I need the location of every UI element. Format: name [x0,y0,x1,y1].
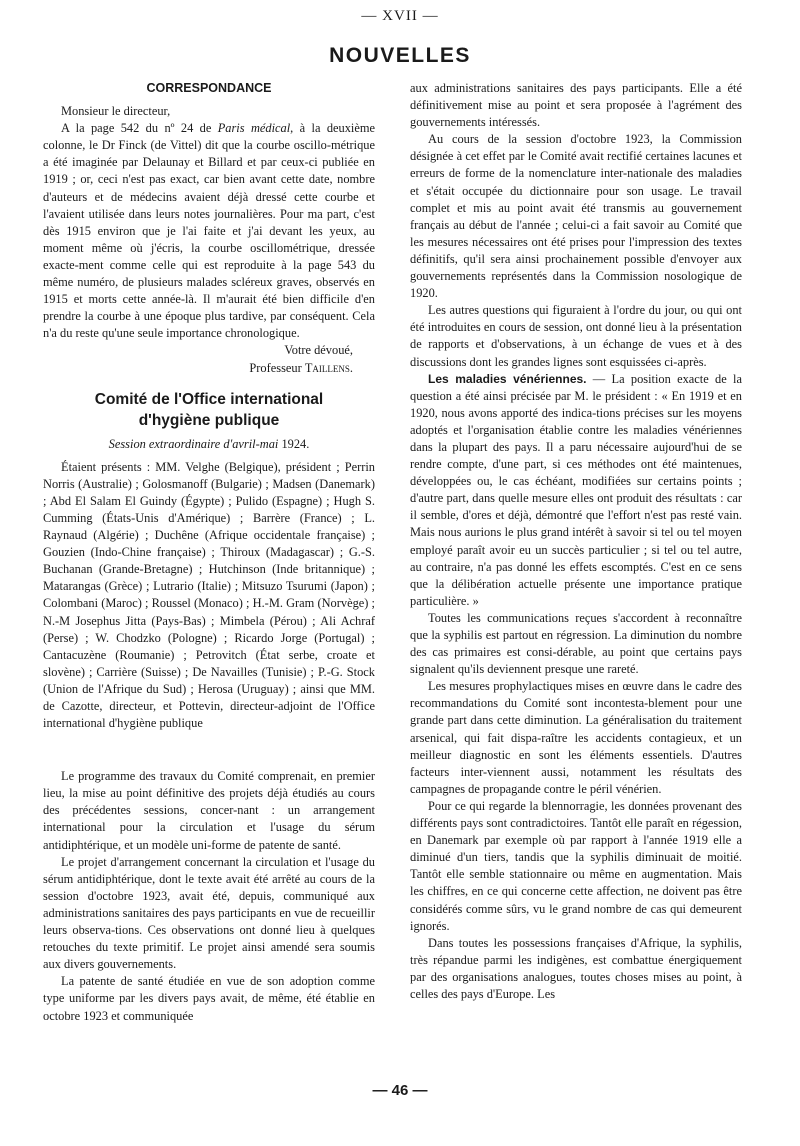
journal-name: Paris médical [217,121,291,136]
position-text: — La position exacte de la question a été ainsi précisée par M. le président : « En 1919 et en 1920, nous avons apporté des indica-tions précises sur les moyens adoptés et l'organisation établie contre les maladies vénériennes dans la plupart des pays. Il a paru nécessaire aujourd'hui de se rendre compte, d'une part, si ces méthodes ont été maintenues, développées ou, le cas échéant, modifiées sur certains points ; d'autre part, dans quelle mesure elles ont produit des résultats : car il semble, d'ores et déjà, démontré que l'effort n'est pas resté vain. Mais nous aurions le plus grand intérêt à savoir si tel ou tel moyen employé paraît avoir eu un succès particulier ; si tel ou tel autre, au contraire, n'a pas donné les effets escomptés. C'est en ce sens que la délibération actuelle présente une importance pratique particulière. » [410,371,742,608]
session-label: Session extraordinaire d'avril-mai [108,436,279,451]
attendees-paragraph: Étaient présents : MM. Velghe (Belgique), président ; Perrin Norris (Australie) ; Golosmanoff (Bulgarie) ; Madsen (Danemark) ; Abd El Salam El Guindy (Égypte) ; Pulido (Espagne) ; Hugh S. Cumming (États-Unis d'Amérique) ; Barrère (France) ; L. Raynaud (Algérie) ; Duchêne (Afrique occidentale française) ; Gouzien (Indo-Chine française) ; Thiroux (Madagascar) ; G.-S. Buchanan (Grande-Bretagne) ; Hutchinson (Inde britannique) ; Matarangas (Grèce) ; Lutrario (Italie) ; Mitsuzo Tsurumi (Japon) ; Colombani (Maroc) ; Roussel (Monaco) ; H.-M. Gram (Norvège) ; N.-M Josephus Jitta (Pays-Bas) ; Mimbela (Pérou) ; Ali Achraf (Perse) ; W. Chodzko (Pologne) ; Ricardo Jorge (Portugal) ; Cantacuzène (Roumanie) ; Petrovitch (État serbe, croate et slovène) ; Carrière (Suisse) ; De Navailles (Tunisie) ; P.-G. Stock (Union de l'Afrique du Sud) ; Herosa (Uruguay) ; ainsi que MM. de Cazotte, directeur, et Pottevin, directeur-adjoint de l'Office international d'hygiène publique [43,459,375,731]
paragraph-octobre: Au cours de la session d'octobre 1923, la Commission désignée à cet effet par le Comité avait rectifié certaines lacunes et erreurs de forme de la nomenclature inter-nationale des maladies et s'était occupée du dictionnaire pour son usage. Le travail complet et mis au point avait été transmis au gouvernement français au début de l'année ; celui-ci a fait savoir au Comité que les mesures nécessaires ont été prises pour l'impression des textes définitifs, qu'il sera ainsi prochainement possible d'envoyer aux gouvernements représentés dans la Commission nosologique de 1920. [410,132,742,301]
paragraph-projet: Le projet d'arrangement concernant la circulation et l'usage du sérum antidiphtérique, dont le texte avait été arrêté au cours de la session d'octobre 1923, avait été, depuis, communiqué aux administrations sanitaires des pays participants en vue de recueillir leurs observa-tions. Ces observations ont donné lieu à quelques retouches du texte primitif. Le projet ainsi amendé sera soumis aux divers gouvernements. [43,854,375,972]
letter-body-part-2: , à la deuxième colonne, le Dr Finck (de Vittel) dit que la courbe oscillo-métrique a été imaginée par Delaunay et Billard et par ceux-ci publiée en 1919 ; or, ceci n'est pas exact, car bien avant cette date, nombre d'auteurs et de médecins avaient déjà dressé cette courbe et l'avaient utilisée dans leurs notes journalières. Pour ma part, c'est dès 1915 environ que je l'ai faite et j'ai devant les yeux, au moment même où j'écris, la courbe oscillométrique, dressée exacte-ment comme celle qui est reproduite à la page 543 du même numéro, de plusieurs malades scléreux graves, observés en 1915 et morts cette année-là. Il m'aurait été bien difficile d'en prendre la courbe à une époque plus tardive, par conséquent. Cela n'a du reste qu'une seule importance chronologique. [43,121,376,341]
paragraph-continuation: aux administrations sanitaires des pays participants. Elle a été définitivement mise au point et sera proposée à l'agrément des gouvernements intéressés. [410,81,742,130]
section-heading-comite [43,389,375,431]
page-title: NOUVELLES [329,44,471,67]
running-header-page-number: — XVII — [361,8,439,24]
letter-signature [43,360,375,377]
heading-line-2: d'hygiène publique [138,411,280,429]
paragraph-possessions: Dans toutes les possessions françaises d'Afrique, la syphilis, très répandue parmi les indigènes, est combattue énergiquement par des organisations analogues, toutes choses mises au point, à celles des pays d'Europe. Les [410,935,742,1001]
spacer [43,377,375,389]
paragraph-programme: Le programme des travaux du Comité comprenait, en premier lieu, la mise au point définitive des projets déjà étudiés au cours des précédentes sessions, concer-nant : un arrangement international pour la circulation et l'usage du sérum antidiphtérique, et un modèle uni-forme de patente de santé. [43,769,375,852]
run-in-heading-maladies: Les maladies vénériennes. [428,371,587,386]
section-heading-correspondance: CORRESPONDANCE [146,81,272,95]
paragraph-communications: Toutes les communications reçues s'accordent à reconnaître que la syphilis est partout en régression. La diminution du nombre des cas primaires est consi-dérable, au point que certains pays signalent qu'ils deviennent presque une rareté. [410,610,742,677]
left-column [43,80,375,1025]
signature-name: Taillens. [304,360,353,375]
letter-body-part-1: A la page 542 du nº 24 de [61,121,218,136]
paragraph-questions: Les autres questions qui figuraient à l'ordre du jour, ou qui ont été introduites en cours de session, ont donné lieu à la présentation de rapports et d'observations, à un échange de vues et à des discussions dont les grandes lignes sont esquissées ci-après. [410,303,742,369]
session-subtitle [43,436,375,453]
signature-title: Professeur [249,360,302,375]
spacer [43,732,375,768]
paragraph-blennorragie: Pour ce qui regarde la blennorragie, les données provenant des différents pays sont contradictoires. Tantôt elle paraît en régession, en Danemark par exemple où par rapport à l'année 1919 elle a diminué d'un tiers, tandis que la syphilis diminuait de moitié. Tantôt elle semble stationnaire ou même en augmentation. Mais les chiffres, en ce qui concerne cette affection, ne doivent pas être considérés comme sûrs, vu le grand nombre de cas qui demeurent ignorés. [410,798,742,933]
letter-body [43,120,375,342]
footer-page-number: — 46 — [372,1082,428,1099]
right-column [410,80,742,1003]
session-year: 1924. [281,436,310,451]
letter-closing: Votre dévoué, [284,343,353,358]
paragraph-patente: La patente de santé étudiée en vue de son adoption comme type uniforme par les divers pays avait, de même, été établie en octobre 1923 et communiquée [43,974,375,1023]
paragraph-maladies-position [410,371,742,610]
heading-line-1: Comité de l'Office international [94,390,324,408]
letter-salutation: Monsieur le directeur, [61,104,171,119]
paragraph-mesures: Les mesures prophylactiques mises en œuvre dans le cadre des recommandations du Comité sont incontesta-blement pour une grande part dans cette diminution. La généralisation du traitement arsenical, qui fait dispa-raître les accidents contagieux, et un meilleur diagnostic en sont les éléments essentiels. D'autres facteurs inter-viennent aussi, notamment les résultats des campagnes de propagande contre le péril vénérien. [410,679,742,796]
